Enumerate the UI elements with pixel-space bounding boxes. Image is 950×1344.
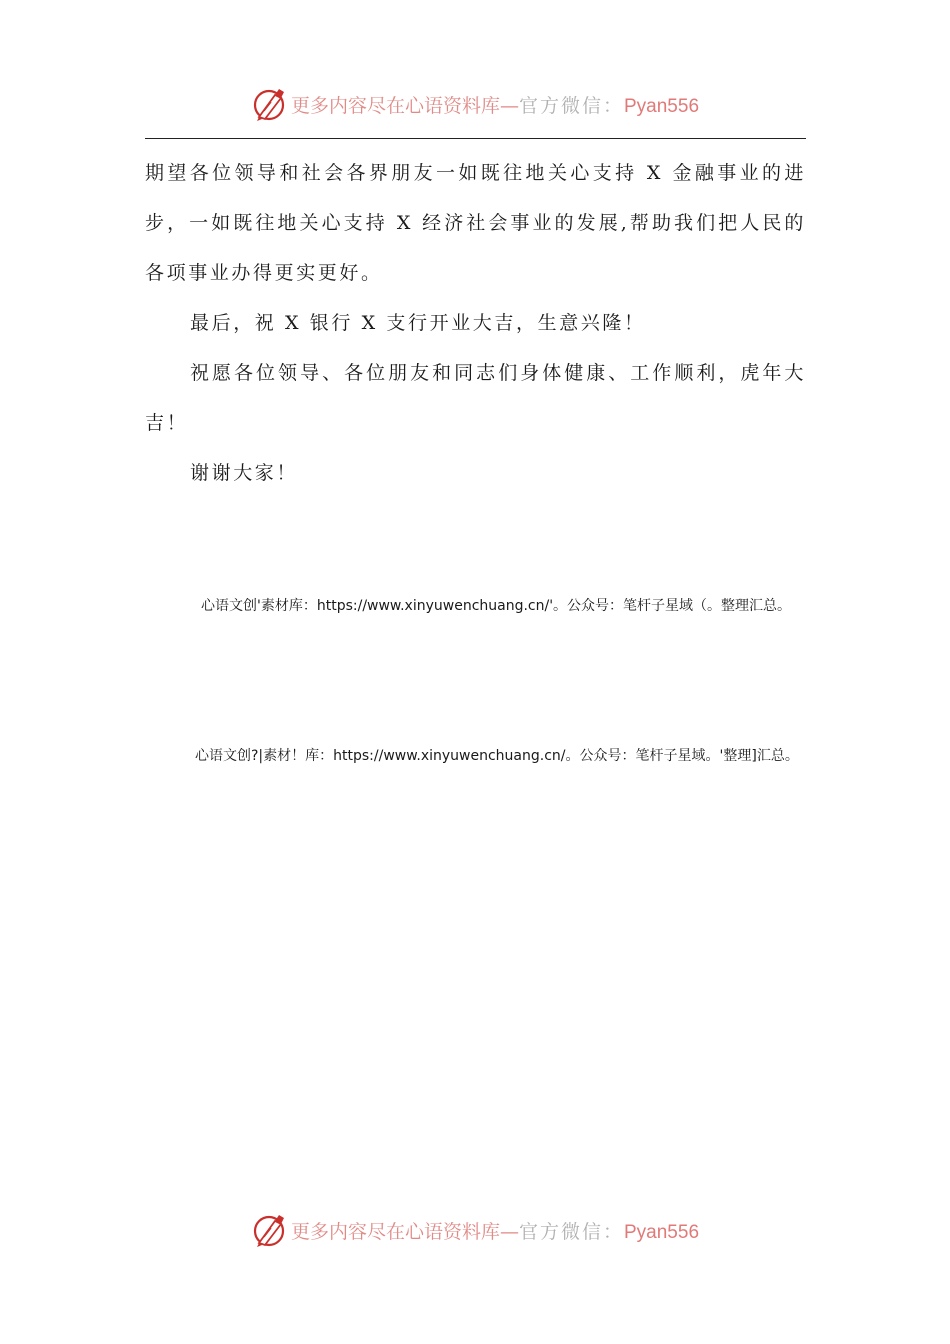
paragraph-opening-wish: 最后，祝 X 银行 X 支行开业大吉，生意兴隆！ [190,312,646,334]
header-banner [0,84,950,124]
footer-banner-text [291,1217,699,1244]
document-body [145,148,806,498]
pen-nib-logo-icon [251,1212,287,1248]
paragraph-closing-hope: 期望各位领导和社会各界朋友一如既往地关心支持 X 金融事业的进步，一如既往地关心支持 X 经济社会事业的发展,帮助我们把人民的各项事业办得更实更好。 [145,162,806,284]
header-banner-dash: — [499,94,519,117]
paragraph-thanks: 谢谢大家！ [190,462,299,484]
header-banner-id: Pyan556 [624,95,700,117]
header-divider [145,138,806,139]
footer-banner-main: 更多内容尽在心语资料库 [290,1220,500,1243]
footer-banner-dash: — [499,1220,519,1243]
header-banner-text [291,91,699,118]
pen-nib-logo-icon [251,86,287,122]
footer-banner-id: Pyan556 [624,1221,700,1243]
paragraph-health-wish: 祝愿各位领导、各位朋友和同志们身体健康、工作顺利，虎年大吉！ [145,362,806,434]
header-banner-wechat: 官方微信： [518,94,624,117]
footer-banner [0,1210,950,1250]
source-note-2: 心语文创?|素材！库：https://www.xinyuwenchuang.cn/。公众号：笔杆子星域。'整理]汇总。 [195,748,799,764]
header-banner-main: 更多内容尽在心语资料库 [290,94,500,117]
footer-banner-wechat: 官方微信： [518,1220,624,1243]
source-note-1: 心语文创'素材库：https://www.xinyuwenchuang.cn/'。公众号：笔杆子星域（。整理汇总。 [201,598,792,614]
